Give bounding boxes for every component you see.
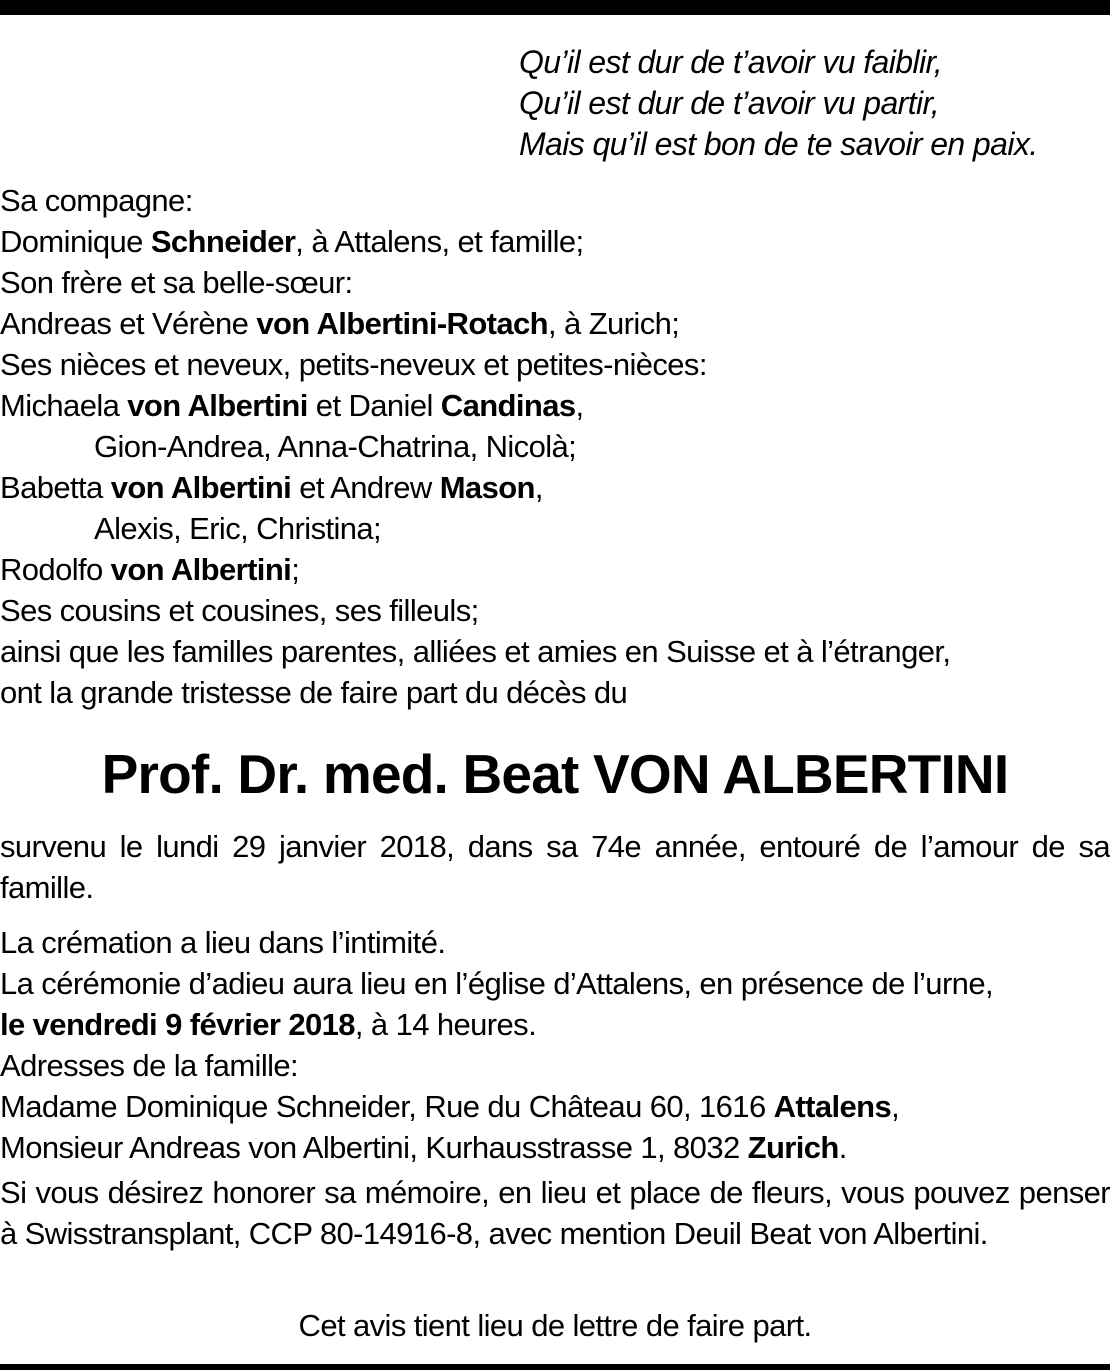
bottom-border-rule — [0, 1364, 1110, 1370]
surname: von Albertini — [110, 470, 292, 505]
family-line: Son frère et sa belle-sœur: — [0, 265, 353, 300]
poem-line: Qu’il est dur de t’avoir vu faiblir, — [519, 44, 943, 80]
surname: Schneider — [150, 224, 296, 259]
surname: von Albertini — [110, 552, 292, 587]
family-line: ont la grande tristesse de faire part du décès du — [0, 675, 628, 710]
text: Monsieur Andreas von Albertini, Kurhausstrasse 1, 8032 — [0, 1130, 748, 1165]
family-line — [0, 549, 1110, 590]
ceremony-line: La cérémonie d’adieu aura lieu en l’église d’Attalens, en présence de l’urne, — [0, 966, 993, 1001]
city: Zurich — [747, 1130, 839, 1165]
surname: von Albertini-Rotach — [256, 306, 549, 341]
text: , — [534, 470, 543, 505]
text: , à 14 heures. — [354, 1007, 537, 1042]
surname: von Albertini — [127, 388, 308, 423]
surname: Candinas — [440, 388, 576, 423]
family-line: Ses cousins et cousines, ses filleuls; — [0, 593, 479, 628]
address-line — [0, 1127, 1110, 1168]
text: ; — [291, 552, 300, 587]
family-line — [0, 221, 1110, 262]
text: , — [891, 1089, 900, 1124]
text: , à Attalens, et famille; — [295, 224, 584, 259]
city: Attalens — [773, 1089, 892, 1124]
ceremony-date: le vendredi 9 février 2018 — [0, 1007, 355, 1042]
family-children-line: Alexis, Eric, Christina; — [94, 511, 382, 546]
text: Babetta — [0, 470, 111, 505]
donation-paragraph: Si vous désirez honorer sa mémoire, en lieu et place de fleurs, vous pouvez penser à Swisstransplant, CCP 80-14916-8, avec mention Deuil Beat von Albertini. — [0, 1175, 1110, 1251]
family-line: Sa compagne: — [0, 183, 193, 218]
surname: Mason — [439, 470, 535, 505]
text: Andreas et Vérène — [0, 306, 257, 341]
text: Dominique — [0, 224, 151, 259]
family-line: ainsi que les familles parentes, alliées et amies en Suisse et à l’étranger, — [0, 634, 951, 669]
text: et Andrew — [291, 470, 440, 505]
family-children-line: Gion-Andrea, Anna-Chatrina, Nicolà; — [94, 429, 577, 464]
text: , à Zurich; — [548, 306, 680, 341]
poem-line: Qu’il est dur de t’avoir vu partir, — [519, 85, 940, 121]
family-line — [0, 385, 1110, 426]
ceremony-line: Adresses de la famille: — [0, 1048, 299, 1083]
poem-line: Mais qu’il est bon de te savoir en paix. — [519, 126, 1038, 162]
deceased-name-heading: Prof. Dr. med. Beat VON ALBERTINI — [101, 743, 1009, 805]
text: . — [838, 1130, 847, 1165]
family-line — [0, 467, 1110, 508]
text: , — [575, 388, 584, 423]
poem-epigraph — [519, 42, 1109, 165]
text: Rodolfo — [0, 552, 111, 587]
family-list — [0, 180, 1110, 713]
text: et Daniel — [307, 388, 441, 423]
family-line: Ses nièces et neveux, petits-neveux et petites-nièces: — [0, 347, 707, 382]
address-line — [0, 1086, 1110, 1127]
text: Madame Dominique Schneider, Rue du Château 60, 1616 — [0, 1089, 774, 1124]
family-line — [0, 303, 1110, 344]
ceremony-details — [0, 922, 1110, 1168]
ceremony-date-line — [0, 1004, 1110, 1045]
top-border-rule — [0, 0, 1110, 15]
text: Michaela — [0, 388, 128, 423]
death-notice-paragraph: survenu le lundi 29 janvier 2018, dans sa 74e année, entouré de l’amour de sa famille. — [0, 829, 1110, 905]
closing-statement: Cet avis tient lieu de lettre de faire part. — [298, 1308, 812, 1343]
ceremony-line: La crémation a lieu dans l’intimité. — [0, 925, 446, 960]
